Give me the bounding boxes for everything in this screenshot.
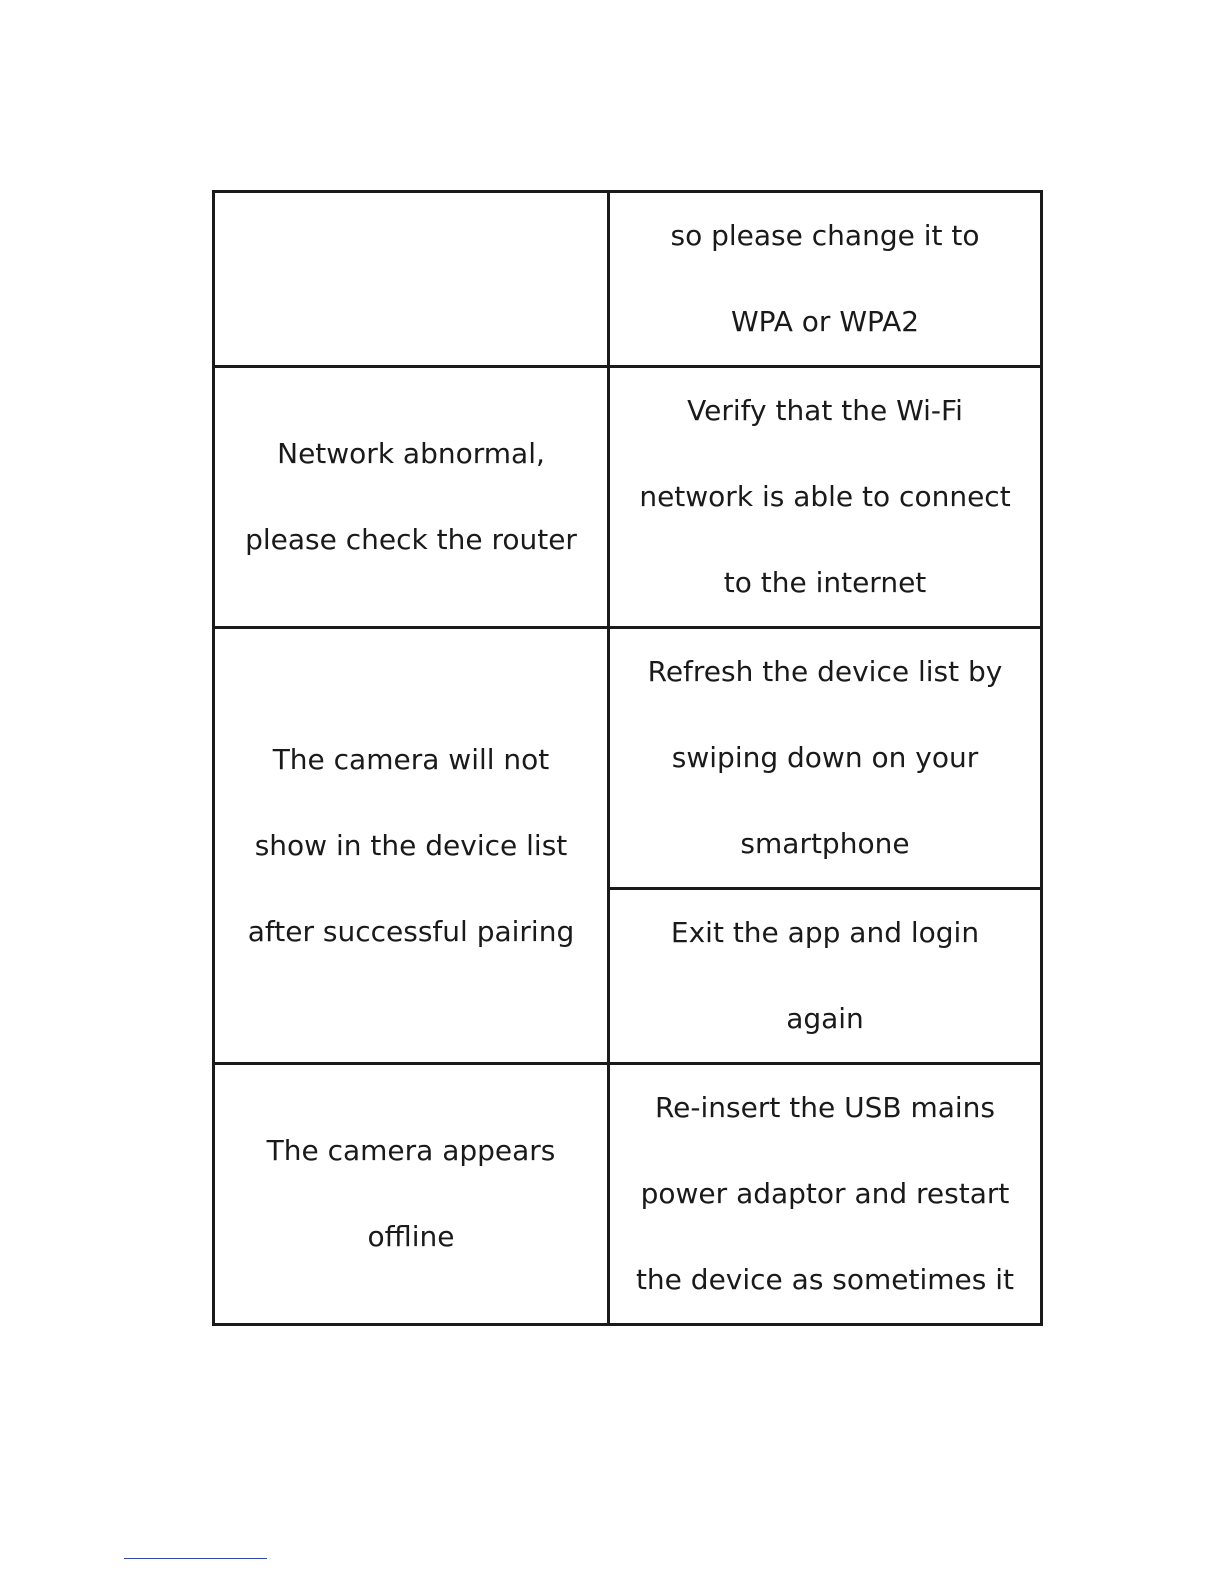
problem-cell: Network abnormal, please check the router	[214, 367, 609, 628]
solution-cell: Refresh the device list by swiping down on your smartphone	[609, 628, 1042, 889]
problem-cell: The camera appears offline	[214, 1064, 609, 1325]
solution-cell: Verify that the Wi-Fi network is able to connect to the internet	[609, 367, 1042, 628]
footnote-divider	[124, 1558, 267, 1559]
solution-cell: Re-insert the USB mains power adaptor and restart the device as sometimes it	[609, 1064, 1042, 1325]
table-row	[214, 192, 1042, 367]
solution-cell: so please change it to WPA or WPA2	[609, 192, 1042, 367]
solution-cell: Exit the app and login again	[609, 889, 1042, 1064]
problem-cell	[214, 192, 609, 367]
table-row	[214, 367, 1042, 628]
table-row	[214, 628, 1042, 889]
problem-cell: The camera will not show in the device list after successful pairing	[214, 628, 609, 1064]
troubleshooting-table	[212, 190, 1043, 1326]
table-row	[214, 1064, 1042, 1325]
